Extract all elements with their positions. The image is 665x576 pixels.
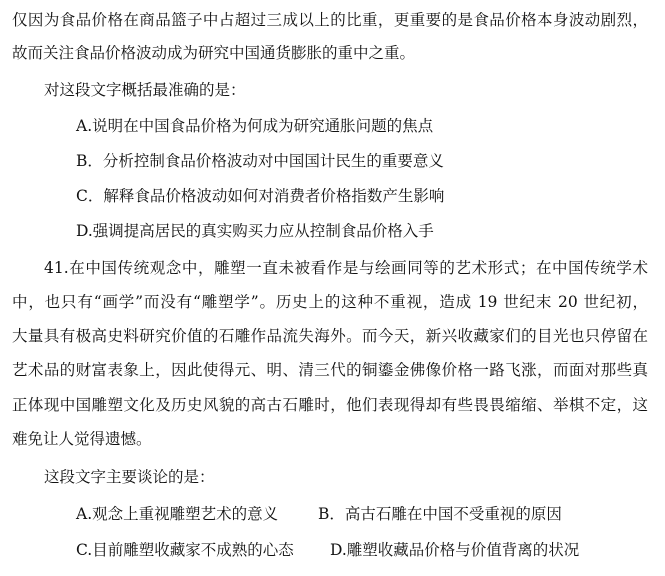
q41-prompt: 这段文字主要谈论的是：	[44, 468, 215, 486]
q40-option-b: B．分析控制食品价格波动对中国国计民生的重要意义	[76, 152, 444, 170]
q40-passage-line-2: 故而关注食品价格波动成为研究中国通货膨胀的重中之重。	[12, 44, 416, 62]
q41-option-a: A.观念上重视雕塑艺术的意义	[76, 505, 279, 523]
q41-passage-line-1: 41.在中国传统观念中，雕塑一直未被看作是与绘画同等的艺术形式；在中国传统学术	[44, 259, 648, 277]
q41-passage-line-4: 艺术品的财富表象上，因此使得元、明、清三代的铜鎏金佛像价格一路飞涨，而面对那些真	[12, 361, 648, 379]
q41-passage-line-6: 难免让人觉得遗憾。	[12, 430, 152, 448]
q41-option-d: D.雕塑收藏品价格与价值背离的状况	[330, 541, 580, 559]
q41-passage-line-3: 大量具有极高史料研究价值的石雕作品流失海外。而今天，新兴收藏家们的目光也只停留在	[12, 327, 648, 345]
q41-option-c: C.目前雕塑收藏家不成熟的心态	[76, 541, 294, 559]
q40-option-c: C．解释食品价格波动如何对消费者价格指数产生影响	[76, 187, 445, 205]
q40-option-a: A.说明在中国食品价格为何成为研究通胀问题的焦点	[76, 117, 434, 135]
q41-option-b: B．高古石雕在中国不受重视的原因	[318, 505, 562, 523]
q40-option-d: D.强调提高居民的真实购买力应从控制食品价格入手	[76, 222, 434, 240]
q40-passage-line-1: 仅因为食品价格在商品篮子中占超过三成以上的比重，更重要的是食品价格本身波动剧烈，	[12, 11, 648, 29]
q41-passage-line-5: 正体现中国雕塑文化及历史风貌的高古石雕时，他们表现得却有些畏畏缩缩、举棋不定，这	[12, 396, 648, 414]
q40-prompt: 对这段文字概括最准确的是：	[44, 81, 246, 99]
q41-passage-line-2: 中，也只有“画学”而没有“雕塑学”。历史上的这种不重视，造成 19 世纪末 20 世纪初，	[12, 293, 648, 311]
